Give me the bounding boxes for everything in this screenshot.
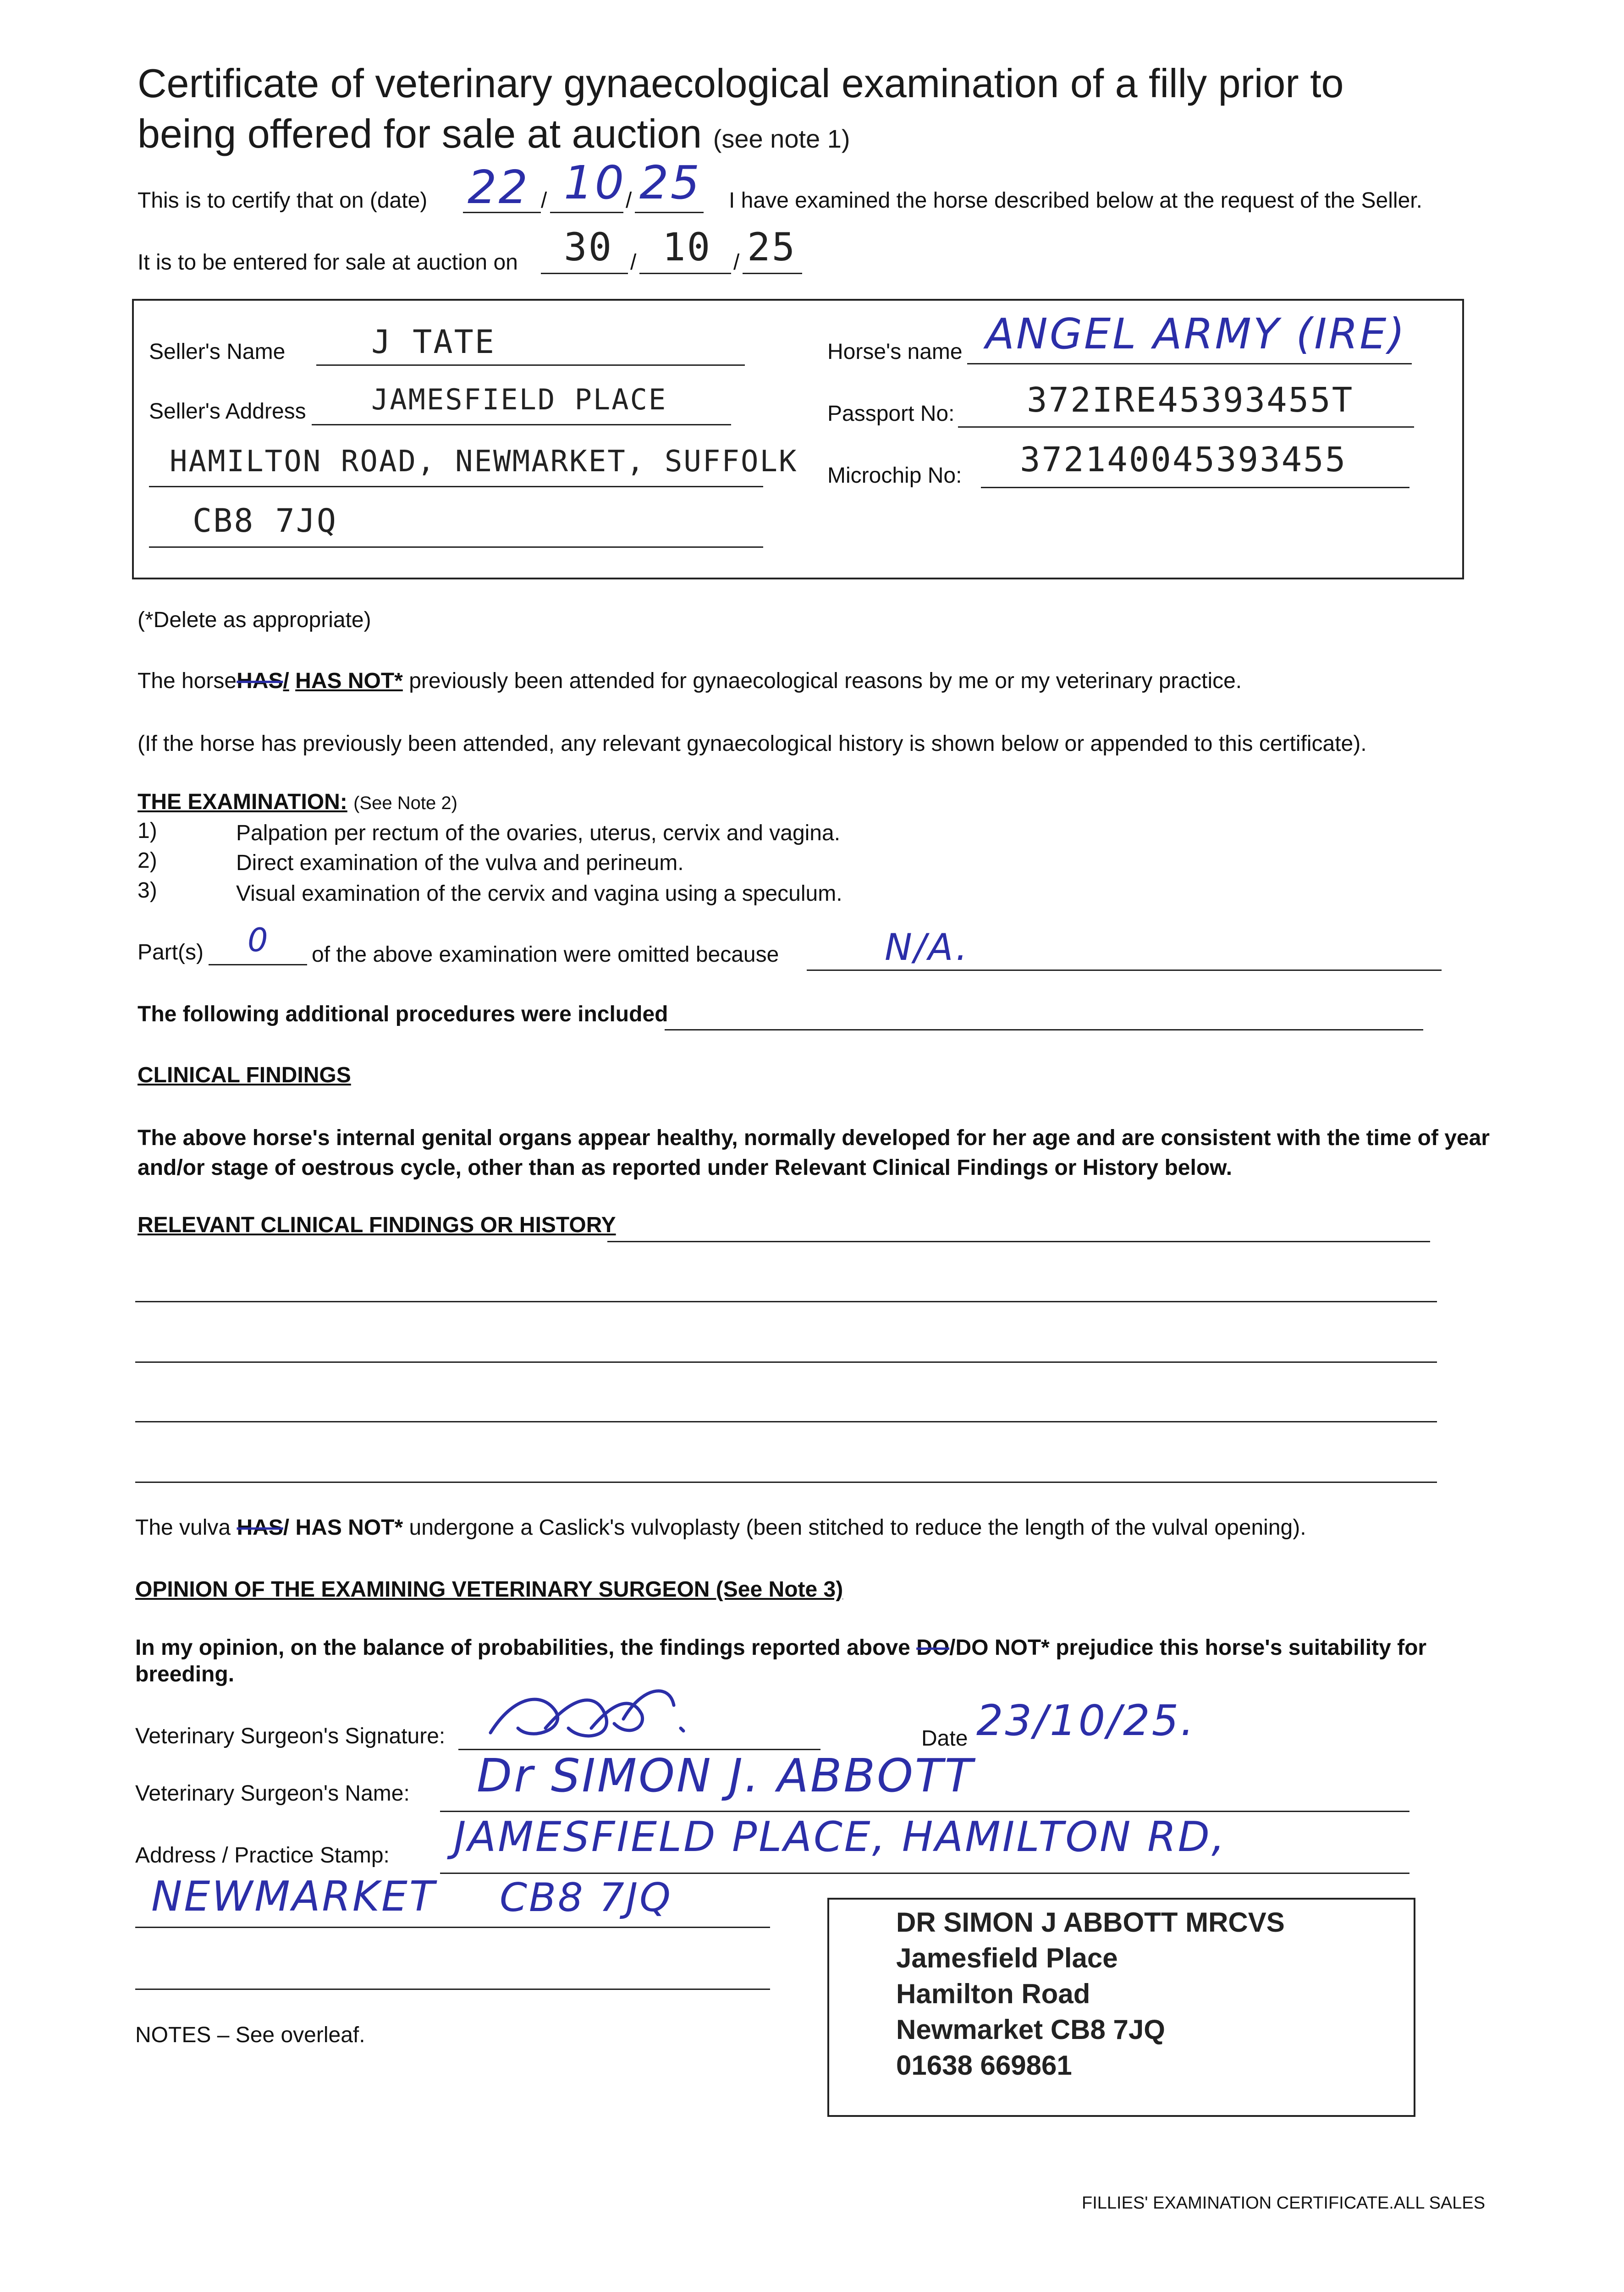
vet-address-line1[interactable]: JAMESFIELD PLACE, HAMILTON RD, [454, 1813, 1227, 1861]
vulva-has-option[interactable]: HAS [237, 1515, 283, 1540]
certify-suffix: I have examined the horse described below at the request of the Seller. [729, 188, 1422, 213]
page-title: Certificate of veterinary gynaecological examination of a filly prior to [138, 61, 1344, 106]
title-note: (see note 1) [713, 124, 850, 153]
omitted-parts-field[interactable]: 0 [248, 921, 270, 959]
attended-line: The horseHAS/ HAS NOT* previously been attended for gynaecological reasons by me or my veterinary practice. [138, 669, 1242, 693]
attended-has-not-option[interactable]: HAS NOT* [295, 669, 403, 693]
page-title-line2: being offered for sale at auction (see note 1) [138, 111, 850, 156]
seller-address-line1[interactable]: JAMESFIELD PLACE [371, 383, 667, 416]
horse-name-label: Horse's name [827, 340, 963, 364]
passport-field[interactable]: 372IRE45393455T [1027, 380, 1354, 420]
notes-text: NOTES – See overleaf. [135, 2023, 365, 2047]
auction-date-day[interactable]: 30 [564, 225, 613, 270]
auction-date-year[interactable]: 25 [747, 225, 797, 270]
omitted-prefix: Part(s) [138, 940, 204, 964]
exam-item-num: 3) [138, 878, 157, 903]
stamp-line: DR SIMON J ABBOTT MRCVS [896, 1907, 1285, 1938]
additional-procedures-label: The following additional procedures were included [138, 1002, 668, 1026]
auction-prefix: It is to be entered for sale at auction on [138, 250, 518, 275]
attended-note: (If the horse has previously been attended, any relevant gynaecological history is shown below or appended to this certificate). [138, 732, 1367, 756]
clinical-text-line2: and/or stage of oestrous cycle, other than as reported under Relevant Clinical Findings or History below. [138, 1156, 1233, 1180]
relevant-findings-line[interactable] [135, 1421, 1437, 1422]
seller-address-label: Seller's Address [149, 399, 306, 424]
omitted-reason-field[interactable]: N/A. [885, 926, 969, 969]
date-sep: / [626, 188, 632, 213]
relevant-findings-line[interactable] [135, 1301, 1437, 1302]
vet-name-field[interactable]: Dr SIMON J. ABBOTT [477, 1749, 975, 1802]
microchip-label: Microchip No: [827, 463, 962, 488]
vet-address-line2[interactable]: NEWMARKET [151, 1873, 436, 1921]
exam-item-text: Direct examination of the vulva and perineum. [236, 851, 684, 875]
opinion-line2: breeding. [135, 1662, 235, 1686]
vulva-has-not-option[interactable]: HAS NOT* [295, 1515, 403, 1540]
opinion-line: In my opinion, on the balance of probabilities, the findings reported above DO/DO NOT* prejudice this horse's suitability for [135, 1636, 1427, 1660]
signature-image[interactable] [477, 1678, 688, 1751]
passport-label: Passport No: [827, 402, 955, 426]
footer-text: FILLIES' EXAMINATION CERTIFICATE.ALL SALES [1082, 2193, 1486, 2213]
horse-name-field[interactable]: ANGEL ARMY (IRE) [985, 309, 1407, 358]
relevant-findings-line[interactable] [607, 1241, 1430, 1242]
exam-item-num: 1) [138, 819, 157, 843]
exam-item-num: 2) [138, 848, 157, 873]
omitted-middle: of the above examination were omitted because [312, 942, 779, 967]
relevant-findings-line[interactable] [135, 1361, 1437, 1363]
exam-date-year[interactable]: 25 [639, 156, 702, 209]
seller-name-field[interactable]: J TATE [371, 323, 495, 361]
date-label: Date [921, 1726, 968, 1751]
stamp-line: Hamilton Road [896, 1978, 1090, 2009]
relevant-findings-heading: RELEVANT CLINICAL FINDINGS OR HISTORY [138, 1213, 616, 1237]
exam-date-month[interactable]: 10 [564, 156, 626, 209]
exam-date-day[interactable]: 22 [468, 160, 530, 214]
exam-item-text: Palpation per rectum of the ovaries, uterus, cervix and vagina. [236, 821, 841, 845]
opinion-heading: OPINION OF THE EXAMINING VETERINARY SURGEON (See Note 3) [135, 1577, 843, 1602]
exam-item-text: Visual examination of the cervix and vagina using a speculum. [236, 882, 842, 906]
certify-prefix: This is to certify that on (date) [138, 188, 428, 213]
stamp-line: 01638 669861 [896, 2050, 1072, 2081]
opinion-do-not-option[interactable]: DO NOT* [955, 1636, 1050, 1660]
seller-address-line2[interactable]: HAMILTON ROAD, NEWMARKET, SUFFOLK [170, 445, 798, 479]
microchip-field[interactable]: 372140045393455 [1020, 440, 1347, 479]
opinion-do-option[interactable]: DO [916, 1636, 950, 1660]
date-sep: / [630, 250, 637, 275]
clinical-text-line1: The above horse's internal genital organs appear healthy, normally developed for her age and are consistent with the time of year [138, 1126, 1490, 1150]
signature-label: Veterinary Surgeon's Signature: [135, 1724, 446, 1748]
examination-heading: THE EXAMINATION: (See Note 2) [138, 790, 457, 814]
seller-name-label: Seller's Name [149, 340, 286, 364]
relevant-findings-line[interactable] [135, 1482, 1437, 1483]
clinical-findings-heading: CLINICAL FINDINGS [138, 1063, 351, 1087]
vet-date-field[interactable]: 23/10/25. [976, 1696, 1196, 1745]
stamp-line: Newmarket CB8 7JQ [896, 2014, 1165, 2045]
vet-address-line3[interactable]: CB8 7JQ [500, 1875, 672, 1921]
vet-name-label: Veterinary Surgeon's Name: [135, 1781, 410, 1806]
seller-address-line3[interactable]: CB8 7JQ [193, 502, 338, 540]
vulva-line: The vulva HAS/ HAS NOT* undergone a Caslick's vulvoplasty (been stitched to reduce the length of the vulval opening). [135, 1515, 1306, 1540]
auction-date-month[interactable]: 10 [662, 225, 712, 270]
attended-has-option[interactable]: HAS [237, 669, 283, 693]
date-sep: / [733, 250, 740, 275]
date-sep: / [541, 188, 547, 213]
address-label: Address / Practice Stamp: [135, 1843, 390, 1868]
stamp-line: Jamesfield Place [896, 1943, 1118, 1973]
delete-note: (*Delete as appropriate) [138, 608, 371, 632]
